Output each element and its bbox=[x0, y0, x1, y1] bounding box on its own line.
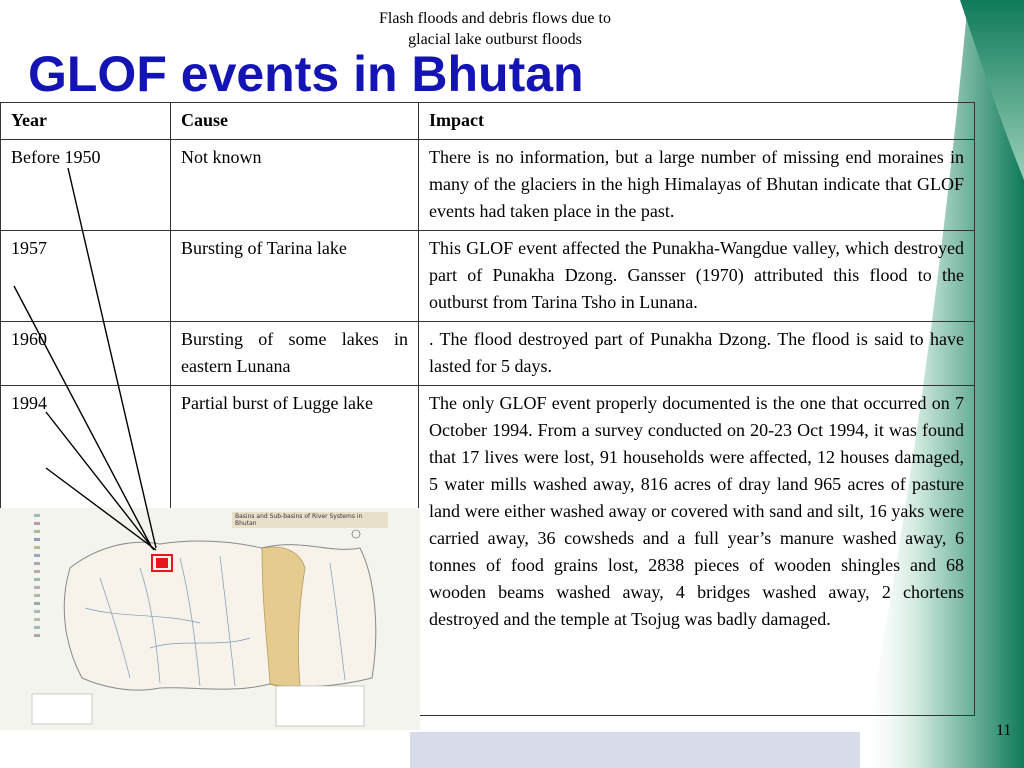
column-header-impact: Impact bbox=[419, 103, 975, 140]
column-header-year: Year bbox=[1, 103, 171, 140]
cell-impact: This GLOF event affected the Punakha-Wangdue valley, which destroyed part of Punakha Dzong. Gansser (1970) attributed this flood to the outburst from Tarina Tsho in Lunana. bbox=[419, 231, 975, 322]
subtitle-line-1: Flash floods and debris flows due to bbox=[379, 10, 611, 27]
map-graphic bbox=[0, 508, 420, 730]
river-basins-map bbox=[0, 508, 420, 730]
cell-impact: The only GLOF event properly documented is the one that occurred on 7 October 1994. From a survey conducted on 20-23 Oct 1994, it was found that 17 lives were lost, 91 households were affected, 12 houses damaged, 5 water mills washed away, 816 acres of dray land 965 acres of pasture land were either washed away or covered with sand and silt, 16 yaks were carried away, 36 cowsheds and a full year’s manure washed away, 6 tonnes of food grains lost, 2838 pieces of wooden shingles and 68 wooden beams washed away, 4 bridges washed away, 2 chortens destroyed and the temple at Tsojug was badly damaged. bbox=[419, 386, 975, 716]
cell-year: 1994 bbox=[1, 386, 171, 716]
cell-year: 1960 bbox=[1, 322, 171, 386]
cell-cause: Bursting of Tarina lake bbox=[171, 231, 419, 322]
cell-year: 1957 bbox=[1, 231, 171, 322]
slide-title: GLOF events in Bhutan bbox=[28, 46, 584, 102]
cell-cause: Bursting of some lakes in eastern Lunana bbox=[171, 322, 419, 386]
cell-cause: Partial burst of Lugge lake bbox=[171, 386, 419, 716]
table-header-row bbox=[1, 103, 975, 140]
lugge-lake-marker-icon bbox=[151, 554, 173, 572]
table-row bbox=[1, 231, 975, 322]
table-row bbox=[1, 322, 975, 386]
bhutan-outline bbox=[64, 541, 376, 690]
cell-cause: Not known bbox=[171, 140, 419, 231]
page-number: 11 bbox=[996, 722, 1012, 739]
cell-impact: There is no information, but a large number of missing end moraines in many of the glaciers in the high Himalayas of Bhutan indicate that GLOF events had taken place in the past. bbox=[419, 140, 975, 231]
cell-impact: . The flood destroyed part of Punakha Dzong. The flood is said to have lasted for 5 days. bbox=[419, 322, 975, 386]
cell-year: Before 1950 bbox=[1, 140, 171, 231]
map-title: Basins and Sub-basins of River Systems in Bhutan bbox=[232, 512, 388, 528]
column-header-cause: Cause bbox=[171, 103, 419, 140]
subtitle-line-2: glacial lake outburst floods bbox=[408, 31, 582, 48]
table-row bbox=[1, 140, 975, 231]
eastern-basin bbox=[262, 547, 305, 687]
